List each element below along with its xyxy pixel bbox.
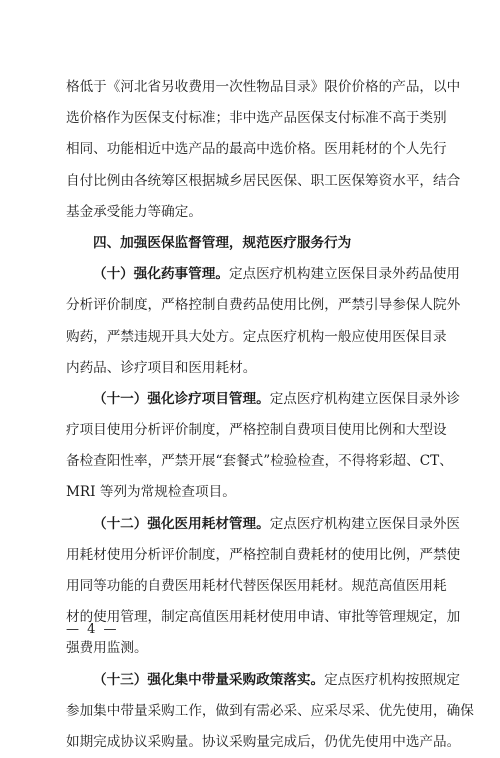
text-line: 用同等功能的自费医用耗材代替医保医用耗材。规范高值医用耗 (66, 578, 447, 594)
text-line: 备检查阳性率，严禁开展“套餐式”检验检查，不得将彩超、CT、 (66, 453, 453, 470)
text-line: 强费用监测。 (66, 640, 148, 657)
text-line: 自付比例由各统筹区根据城乡居民医保、职工医保筹资水平，结合 (66, 172, 461, 189)
section-heading: 四、加强医保监督管理，规范医疗服务行为 (93, 234, 352, 251)
text-line: 参加集中带量采购工作，做到有需必采、应采尽采、优先使用，确保 (66, 702, 474, 719)
text-line (66, 259, 461, 290)
text-line: 用耗材使用分析评价制度，严格控制自费耗材的使用比例，严禁使 (66, 546, 461, 563)
item-12-medical-consumables-management (66, 509, 461, 665)
text-line: 分析评价制度，严格控制自费药品使用比例，严禁引导参保人院外 (66, 297, 461, 314)
item-10-pharmacy-management (66, 259, 461, 384)
text-line (66, 509, 461, 540)
item-text: 定点医疗机构建立医保目录外诊 (269, 390, 461, 407)
item-11-treatment-items-management (66, 384, 461, 509)
text-line: 购药，严禁违规开具大处方。定点医疗机构一般应使用医保目录 (66, 328, 447, 345)
text-line: 材的使用管理，制定高值医用耗材使用申请、审批等管理规定，加 (66, 609, 461, 626)
text-line: 相同、功能相近中选产品的最高中选价格。医用耗材的个人先行 (66, 141, 447, 158)
page-number: — 4 — (66, 622, 119, 637)
item-title: （十）强化药事管理。 (93, 266, 229, 283)
text-line: 疗项目使用分析评价制度，严格控制自费项目使用比例和大型设 (66, 422, 447, 439)
document-body (66, 72, 474, 758)
item-text: 定点医疗机构建立医保目录外药品使用 (228, 266, 461, 283)
item-title: （十一）强化诊疗项目管理。 (93, 390, 270, 407)
item-13-volume-procurement (66, 665, 474, 758)
item-title: （十三）强化集中带量采购政策落实。 (93, 671, 325, 688)
text-line: 选价格作为医保支付标准；非中选产品医保支付标准不高于类别 (66, 110, 447, 127)
text-line: MRI 等列为常规检查项目。 (66, 484, 236, 501)
item-text: 定点医疗机构按照规定 (324, 671, 461, 688)
text-line: 基金承受能力等确定。 (66, 203, 202, 220)
paragraph-procurement-pricing (66, 72, 461, 228)
text-line: 格低于《河北省另收费用一次性物品目录》限价价格的产品，以中 (66, 79, 461, 95)
item-title: （十二）强化医用耗材管理。 (93, 515, 270, 532)
text-line (66, 665, 461, 696)
text-line: 内药品、诊疗项目和医用耗材。 (66, 359, 257, 376)
item-text: 定点医疗机构建立医保目录外医 (269, 515, 461, 532)
text-line (66, 384, 461, 415)
text-line: 如期完成协议采购量。协议采购量完成后，仍优先使用中选产品。 (66, 733, 461, 750)
